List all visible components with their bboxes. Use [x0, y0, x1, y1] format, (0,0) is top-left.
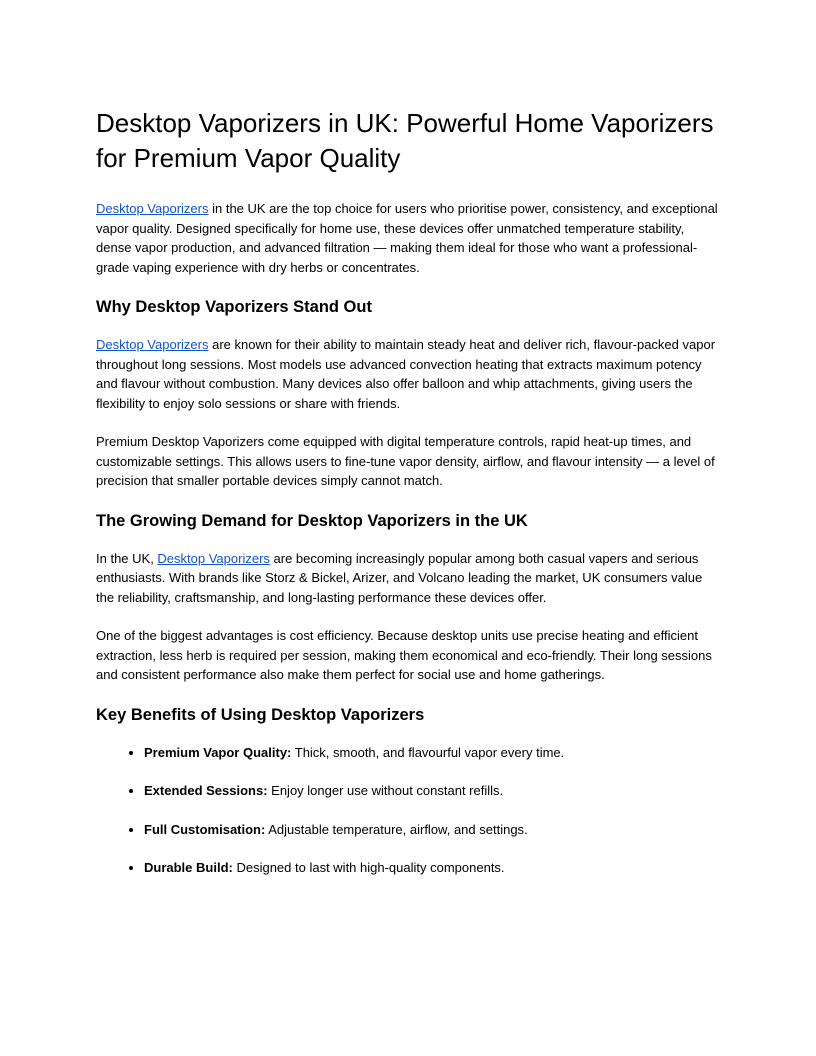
benefit-label: Full Customisation:: [144, 821, 266, 837]
benefit-item-durable-build: [144, 858, 720, 878]
paragraph-stand-out: [96, 335, 720, 413]
benefit-text: Thick, smooth, and flavourful vapor every time.: [291, 744, 565, 760]
section-heading-why-stand-out: Why Desktop Vaporizers Stand Out: [96, 298, 372, 316]
paragraph-uk-demand-text: are becoming increasingly popular among both casual vapers and serious enthusiasts. With brands like Storz & Bickel, Arizer, and Volcano leading the market, UK consumers value the reliability, craftsmanship, and long-lasting performance these devices offer.: [96, 550, 703, 605]
desktop-vaporizers-link[interactable]: Desktop Vaporizers: [96, 337, 209, 352]
paragraph-uk-demand: [96, 549, 720, 608]
desktop-vaporizers-link[interactable]: Desktop Vaporizers: [157, 550, 270, 566]
desktop-vaporizers-link[interactable]: Desktop Vaporizers: [96, 201, 209, 216]
paragraph-stand-out-text: are known for their ability to maintain steady heat and deliver rich, flavour-packed vapor throughout long sessions. Most models use advanced convection heating that extracts maximum potency and flavour without combustion. Many devices also offer balloon and whip attachments, giving users the flexibility to enjoy solo sessions or share with friends.: [96, 337, 716, 411]
paragraph-cost-efficiency: One of the biggest advantages is cost efficiency. Because desktop units use precise heating and efficient extraction, less herb is required per session, making them economical and eco-friendly. Their long sessions and consistent performance also make them perfect for social use and home gatherings.: [96, 628, 712, 682]
benefit-text: Designed to last with high-quality components.: [232, 860, 505, 875]
benefit-label: Extended Sessions:: [144, 783, 268, 798]
paragraph-intro: [96, 199, 720, 277]
benefit-item-vapor-quality: [144, 743, 720, 763]
benefit-item-extended-sessions: [144, 781, 720, 801]
section-heading-key-benefits: Key Benefits of Using Desktop Vaporizers: [96, 705, 425, 724]
benefit-item-customisation: [144, 820, 720, 840]
benefit-text: Adjustable temperature, airflow, and settings.: [265, 821, 528, 837]
paragraph-intro-text: in the UK are the top choice for users who prioritise power, consistency, and exceptional vapor quality. Designed specifically for home use, these devices offer unmatched temperature stability, dense vapor production, and advanced filtration — making them ideal for those who want a professional-grade vaping experience with dry herbs or concentrates.: [96, 201, 718, 275]
paragraph-uk-demand-lead: In the UK,: [96, 550, 158, 566]
benefit-label: Premium Vapor Quality:: [144, 744, 292, 760]
paragraph-premium-features: Premium Desktop Vaporizers come equipped with digital temperature controls, rapid heat-up times, and customizable settings. This allows users to fine-tune vapor density, airflow, and flavour intensity — a level of precision that smaller portable devices simply cannot match.: [96, 434, 715, 488]
benefits-list: [96, 743, 720, 878]
benefit-text: Enjoy longer use without constant refills.: [267, 783, 504, 798]
benefit-label: Durable Build:: [144, 860, 233, 875]
document-title: Desktop Vaporizers in UK: Powerful Home Vaporizers for Premium Vapor Quality: [96, 108, 714, 173]
section-heading-growing-demand: The Growing Demand for Desktop Vaporizers in the UK: [96, 511, 528, 530]
